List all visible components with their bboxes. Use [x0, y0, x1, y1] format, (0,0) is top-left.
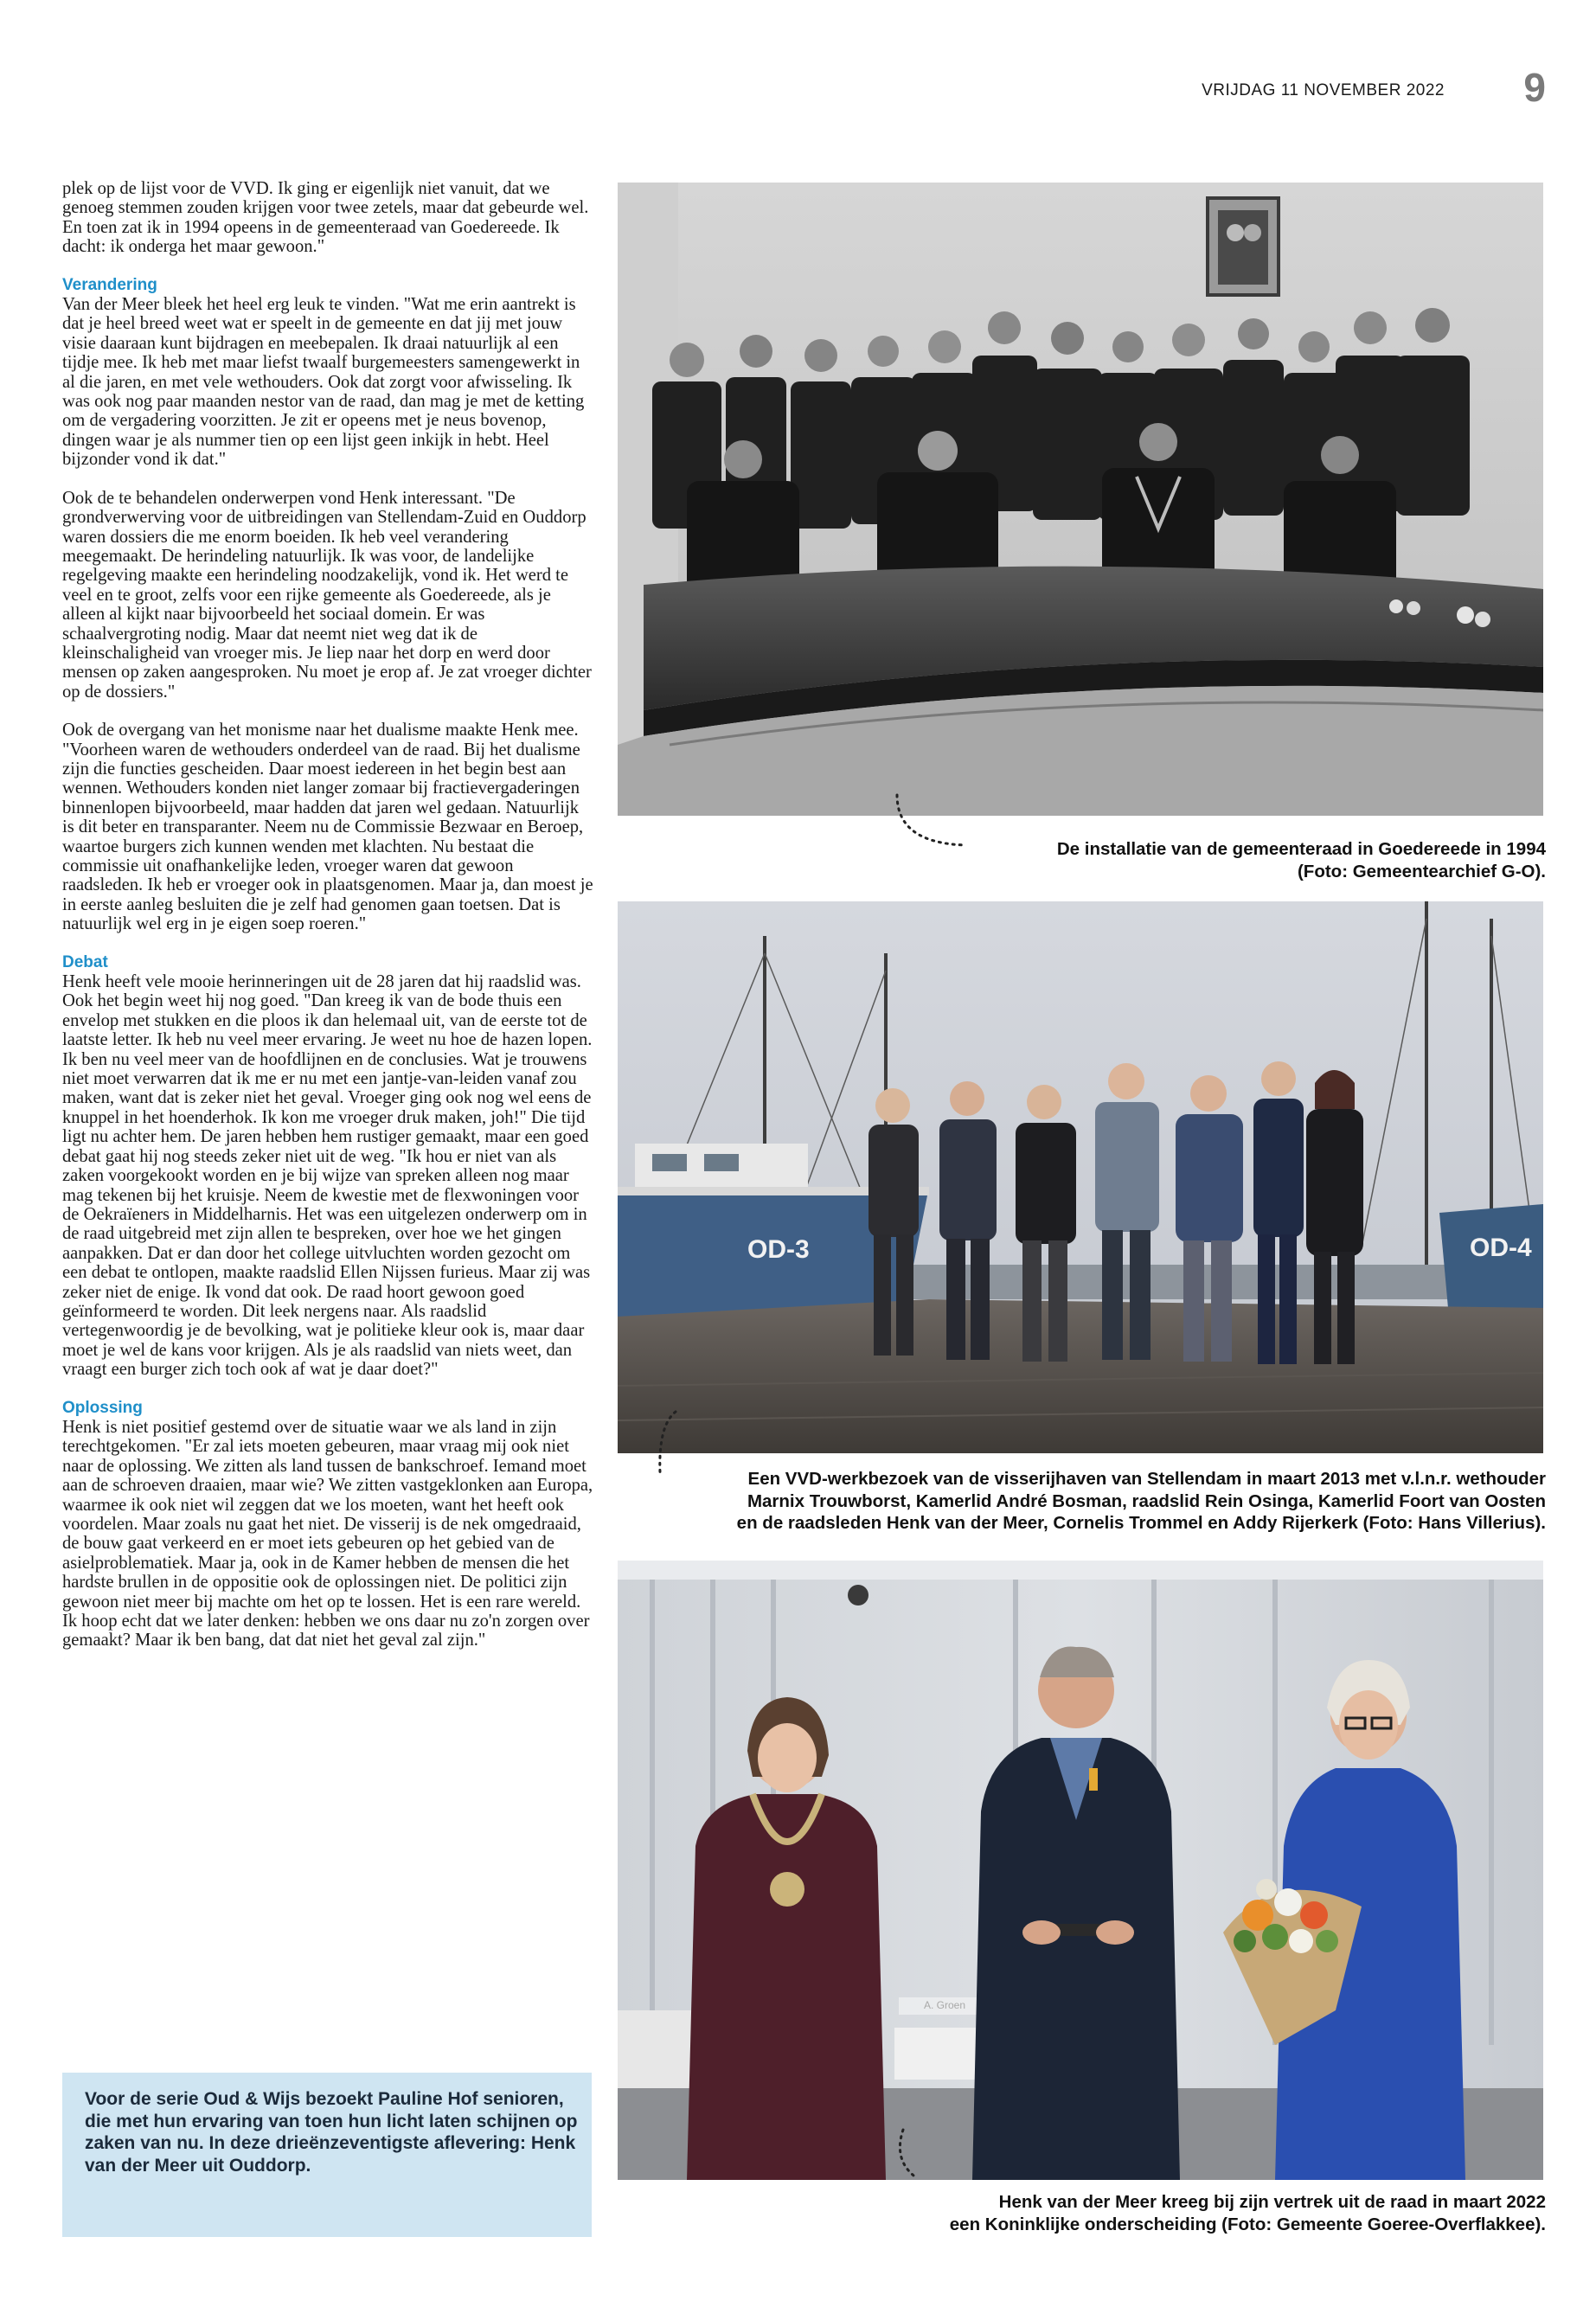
caption-photo-2: Een VVD-werkbezoek van de visserijhaven van Stellendam in maart 2013 met v.l.n.r. wethouder Marnix Trouwborst, Kamerlid André Bosman, raadslid Rein Osinga, Kamerlid Foort van Oosten en de raadsleden Henk van der Meer, Cornelis Trommel en Addy Rijerkerk (Foto: Hans Villerius).	[736, 1469, 1546, 1533]
council-1994-photo	[618, 183, 1543, 816]
caption-dots-1	[894, 792, 971, 861]
article-paragraph: plek op de lijst voor de VVD. Ik ging er eigenlijk niet vanuit, dat we genoeg stemmen zouden krijgen voor twee zetels, maar dat gebeurde wel. En toen zat ik in 1994 opeens in de gemeenteraad van Goedereede. Ik dacht: ik onderga het maar gewoon."	[62, 179, 589, 257]
page-number: 9	[1523, 65, 1546, 110]
infobox-text: Voor de serie Oud & Wijs bezoekt Pauline Hof senioren, die met hun ervaring van toen hun licht laten schijnen op zaken van nu. In deze drieënzeventigste aflevering: Henk van der Meer uit Ouddorp.	[85, 2089, 578, 2176]
article-body	[62, 179, 593, 1670]
article-paragraph: Ook de te behandelen onderwerpen vond Henk interessant. "De grondverwerving voor de uitbreidingen van Stellendam-Zuid en Ouddorp waren dossiers die me enorm boeiden. Ik heb veel verandering meegemaakt. De herindeling natuurlijk. Ik was voor, de landelijke regelgeving maakte een herindeling noodzakelijk, vond ik. Het werd te veel en te groot, zelfs voor een rijke gemeente als Goedereede, als je alleen al kijkt naar bijvoorbeeld het sociaal domein. Er was schaalvergroting nodig. Maar dat neemt niet weg dat ik de kleinschaligheid van vroeger mis. Je liep naar het dorp en werd door mensen op zaken aangesproken. Nu moet je erop af. Je zat vroeger dichter op de dossiers."	[62, 488, 592, 702]
subheading-debat: Debat	[62, 952, 108, 971]
caption-photo-1: De installatie van de gemeenteraad in Goedereede in 1994 (Foto: Gemeentearchief G-O).	[1056, 839, 1546, 881]
boat-label-od3: OD-3	[747, 1235, 810, 1264]
harbour-visit-photo	[618, 901, 1543, 1453]
boat-label-od4: OD-4	[1470, 1234, 1532, 1262]
caption-dots-2	[655, 1408, 681, 1477]
article-paragraph: Van der Meer bleek het heel erg leuk te vinden. "Wat me erin aantrekt is dat je heel breed weet wat er speelt in de gemeente en dat jij met jouw visie daaraan kunt bijdragen en meebepalen. Ik draai natuurlijk al een tijdje mee. Ik heb met maar liefst twaalf burgemeesters samengewerkt in al die jaren, en met vele wethouders. Ook dat zorgt voor afwisseling. Ik was ook nog paar maanden nestor van de raad, dan mag je met de ketting om de vergadering voorzitten. Je zit er opeens met je neus bovenop, dingen waar je als nummer tien op een lijst geen inkijk in hebt. Heel bijzonder vond ik dat."	[62, 295, 585, 470]
decoration-2022-photo	[618, 1561, 1543, 2180]
subheading-oplossing: Oplossing	[62, 1398, 143, 1417]
series-infobox	[62, 2073, 592, 2237]
issue-date: VRIJDAG 11 NOVEMBER 2022	[1202, 81, 1445, 99]
article-paragraph: Ook de overgang van het monisme naar het dualisme maakte Henk mee. "Voorheen waren de wethouders onderdeel van de raad. Bij het dualisme zijn die functies gescheiden. Daar moest iedereen in het begin best aan wennen. Wethouders konden niet langer zomaar bij fractievergaderingen binnenlopen bijvoorbeeld, maar hadden dat jaren wel gedaan. Natuurlijk is dit beter en transparanter. Neem nu de Commissie Bezwaar en Beroep, waartoe burgers zich kunnen wenden met klachten. Nu bestaat die commissie uit onafhankelijke leden, vroeger waren dat gewoon raadsleden. Ik heb er vroeger ook in plaatsgenomen. Maar ja, dan moest je in eerste aanleg besluiten die je zelf had genomen gaan toetsen. Dat is natuurlijk wel erg in je eigen soep roeren."	[62, 721, 593, 934]
caption-dots-3	[891, 2126, 926, 2195]
article-paragraph: Henk heeft vele mooie herinneringen uit de 28 jaren dat hij raadslid was. Ook het begin weet hij nog goed. "Dan kreeg ik van de bode thuis een envelop met stukken en die ploos ik dan helemaal uit, van de eerste tot de laatste letter. Ik heb nu veel meer ervaring. Je weet nu hoe de hazen lopen. Ik ben nu veel meer van de hoofdlijnen en de conclusies. Wat je trouwens niet moet verwarren dat ik me er nu met een jantje-van-leiden vanaf zou maken, want dat is zeker niet het geval. Vroeger ging ook nog wel eens de knuppel in het hoenderhok. Ik kon me vroeger druk maken, joh!" Die tijd ligt nu achter hem. De jaren hebben hem rustiger gemaakt, maar een goed debat gaat hij nog steeds zeker niet uit de weg. "Ik hou er niet van als zaken voorgekookt worden en je bij wijze van spreken alleen nog maar mag tekenen bij het kruisje. Neem de kwestie met de flexwoningen voor de Oekraïeners in Middelharnis. Het was een uitgelezen onderwerp om in de raad uitgebreid met zijn allen te bespreken, over hoe we het gingen aanpakken. Dat er dan door het college uitvluchten worden gezocht om een debat te ontlopen, maakte raadslid Ellen Nijssen furieus. Maar zij was zeker niet de enige. Ik vond dat ook. De raad hoort gewoon goed geïnformeerd te worden. Dit leek nergens naar. Als raadslid vertegenwoordig je de bevolking, wat je politieke kleur ook is, maar daar moet je wel de kans voor krijgen. Als je als raadslid van niets weet, dan vraagt een burger zich toch ook af wat je daar doet?"	[62, 972, 593, 1380]
caption-photo-3: Henk van der Meer kreeg bij zijn vertrek uit de raad in maart 2022 een Koninklijke onderscheiding (Foto: Gemeente Goeree-Overflakkee).	[949, 2192, 1546, 2234]
subheading-verandering: Verandering	[62, 275, 157, 294]
article-paragraph: Henk is niet positief gestemd over de situatie waar we als land in zijn terechtgekomen. "Er zal iets moeten gebeuren, maar vraag mij ook niet naar de oplossing. We zitten als land tussen de bankschroef. Iemand moet aan de schroeven draaien, maar wie? We zitten vastgeklonken aan Europa, waarmee ik ook niet wil zeggen dat we los moeten, want het heeft ook voordelen. Maar zoals nu gaat het niet. De visserij is de nek omgedraaid, de bouw gaat verkeerd en er moet iets gebeuren op het gebied van de asielproblematiek. Maar ja, ook in de Kamer hebben de mensen die het hardste brullen in de oppositie ook de oplossingen niet. De politici zijn gewoon niet meer bij machte om het op te lossen. Het is een rare wereld. Ik hoop echt dat we later denken: hebben we ons daar nu zo'n zorgen over gemaakt? Maar ik ben bang, dat dat niet het geval zal zijn."	[62, 1417, 593, 1650]
